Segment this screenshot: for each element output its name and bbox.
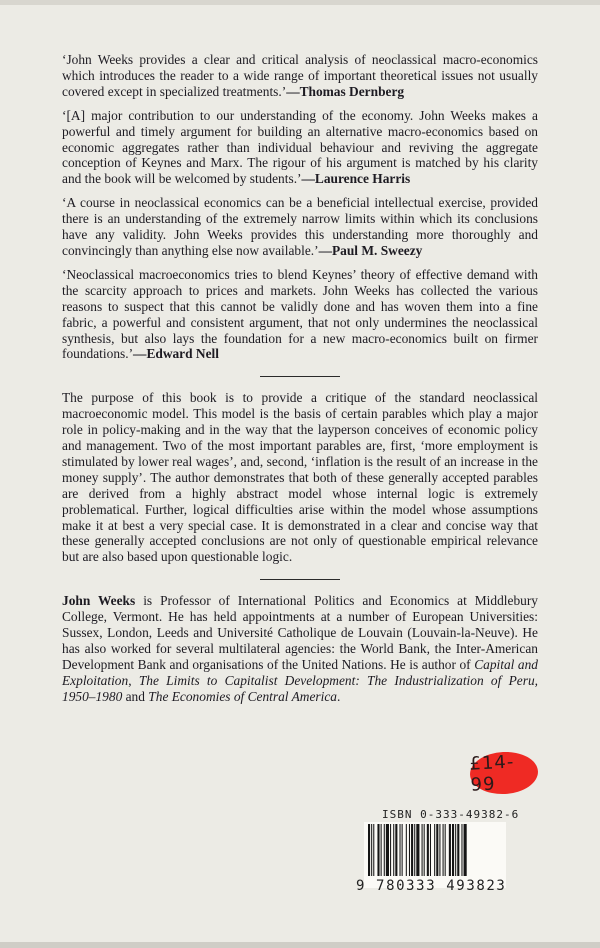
book-title: The Economies of Central America [148, 688, 337, 704]
price-text: £14-99 [468, 751, 515, 796]
bio-text: is Professor of International Politics and Economics at Middlebury College, Vermont. He has held appointments at a number of European Universities: Sussex, London, Leeds and Université Catholique de Louvain (Louvain-la-Neuve). He has also worked for several multilateral agencies: the World Bank, the Inter-American Development Bank and organisations of the United Nations. He is author of [62, 593, 538, 672]
page-edge-bottom [0, 942, 600, 948]
quote-text: ‘John Weeks provides a clear and critical analysis of neoclassical macro-economics which introduces the reader to a wide range of important theoretical issues not usually covered except in specialized treatments.’ [62, 52, 538, 99]
book-title: Capital and Exploitation [62, 656, 538, 688]
isbn-label: ISBN 0-333-49382-6 [382, 808, 520, 821]
quote-attribution: —Edward Nell [133, 346, 219, 362]
book-title: The Limits to Capitalist Development: The Industrialization of Peru, 1950–1980 [62, 672, 538, 704]
review-quote [62, 267, 538, 362]
page-edge-top [0, 0, 600, 5]
quote-text: ‘[A] major contribution to our understanding of the economy. John Weeks makes a powerful and timely argument for building an alternative macro-economics based on economic aggregates rather than individual behaviour and reviving the aggregate conception of Keynes and Marx. The rigour of his argument is matched by his clarity and the book will be welcomed by students.’ [62, 107, 538, 187]
book-description: The purpose of this book is to provide a critique of the standard neoclassical macroeconomic model. This model is the basis of certain parables which play a major role in policy-making and in the way that the layperson conceives of economic policy and management. Two of the most important parables are, first, ‘more employment is stimulated by lower real wages’, and, second, ‘inflation is the result of an increase in the money supply’. The author demonstrates that both of these generally accepted parables are derived from a highly abstract model whose internal logic is extremely problematical. Further, logical difficulties arise within the model whose assumptions make it at best a very special case. It is demonstrated in a clear and concise way that these generally accepted conclusions are not only of questionable empirical relevance but are also based upon questionable logic. [62, 390, 538, 565]
bio-text: . [336, 688, 341, 704]
review-quote [62, 195, 538, 259]
author-name: John Weeks [62, 593, 136, 609]
author-bio [62, 593, 538, 704]
bio-text: , [128, 672, 139, 688]
bio-text: and [122, 688, 149, 704]
quote-attribution: —Thomas Dernberg [286, 83, 405, 99]
barcode-digits: 9 780333 493823 [356, 878, 507, 894]
review-quote [62, 108, 538, 188]
barcode-bars [364, 822, 506, 878]
price-sticker [469, 750, 539, 796]
quote-attribution: —Paul M. Sweezy [318, 242, 423, 258]
quote-attribution: —Laurence Harris [301, 171, 411, 187]
back-cover-text [62, 52, 538, 705]
review-quote [62, 52, 538, 100]
quote-text: ‘A course in neoclassical economics can be a beneficial intellectual exercise, provided there is an understanding of the extremely narrow limits within which its conclusions have any validity. John Weeks provides this understanding more thoroughly and convincingly than anything else now available.’ [62, 195, 538, 258]
section-divider [260, 579, 340, 580]
quote-text: ‘Neoclassical macroeconomics tries to blend Keynes’ theory of effective demand with the scarcity approach to prices and markets. John Weeks has collected the various reasons to suspect that this cannot be validly done and has woven them into a fine fabric, a powerful and consistent argument, that not only undermines the neoclassical synthesis, but also lays the foundation for a new macro-economics built on firmer foundations.’ [62, 266, 538, 362]
section-divider [260, 376, 340, 377]
